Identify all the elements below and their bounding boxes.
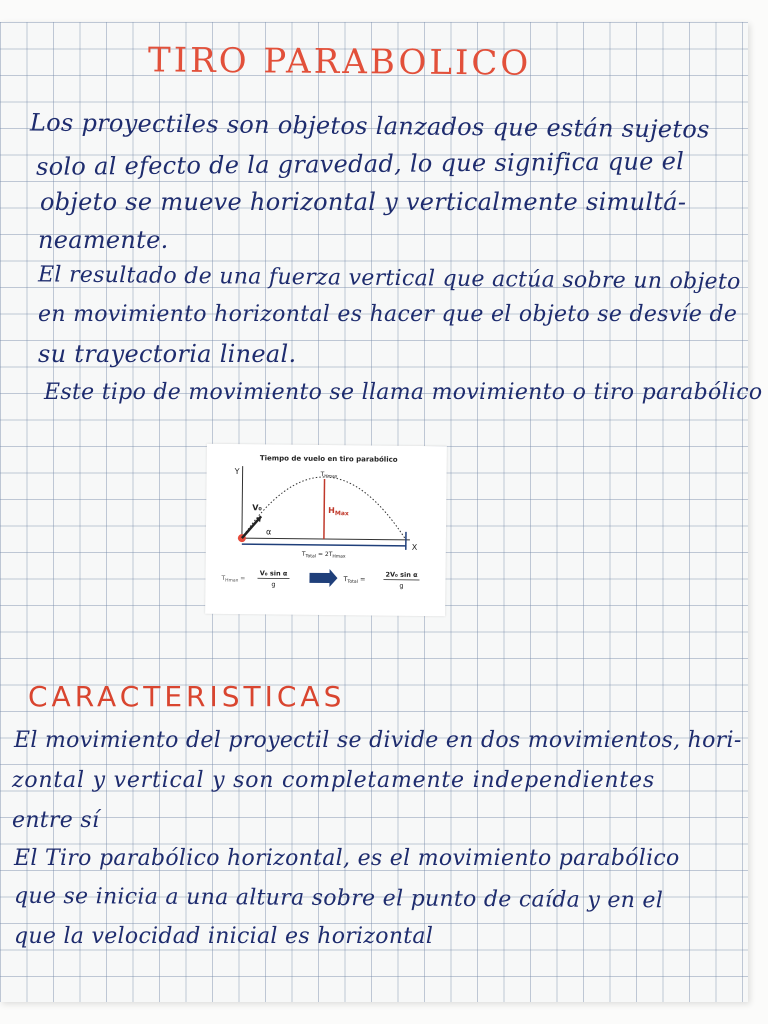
paragraph-line-6: en movimiento horizontal es hacer que el objeto se desvíe de: [38, 302, 738, 327]
section-heading-characteristics: CARACTERISTICAS: [28, 680, 346, 713]
projectile-diagram: [205, 444, 447, 617]
t-total-span: [242, 544, 406, 546]
characteristics-line-1: El movimiento del proyectil se divide en dos movimientos, hori-: [14, 728, 742, 753]
y-axis-label: Y: [234, 467, 240, 477]
paragraph-line-1: Los proyectiles son objetos lanzados que están sujetos: [29, 108, 710, 144]
formula-left-numerator: V₀ sin α: [259, 569, 288, 578]
page-title: TIRO PARABOLICO: [147, 40, 532, 84]
formula-left-lhs: $T_{Hmax}$ =: [221, 574, 246, 584]
x-axis-label: X: [411, 542, 418, 552]
formula-right-numerator: 2V₀ sin α: [385, 570, 418, 579]
characteristics-line-3: entre sí: [12, 808, 100, 833]
paragraph-line-5: El resultado de una fuerza vertical que actúa sobre un objeto: [37, 262, 741, 295]
paragraph-line-8: Este tipo de movimiento se llama movimiento o tiro parabólico: [44, 380, 763, 405]
y-axis-line: [242, 466, 243, 540]
diagram-title: Tiempo de vuelo en tiro parabólico: [259, 454, 398, 464]
characteristics-line-2: zontal y vertical y son completamente independientes: [12, 768, 655, 793]
alpha-label: α: [265, 527, 272, 537]
characteristics-line-4: El Tiro parabólico horizontal, es el movimiento parabólico: [14, 846, 680, 871]
formula-right-denominator: g: [399, 581, 404, 590]
implies-arrow-icon: [309, 569, 337, 587]
paragraph-line-4: neamente.: [38, 226, 169, 254]
t-total-equation: $T_{Total} = 2T_{Hmax}$: [301, 550, 346, 560]
characteristics-line-6: que la velocidad inicial es horizontal: [14, 924, 434, 949]
paragraph-line-2: solo al efecto de la gravedad, lo que significa que el: [35, 147, 685, 181]
v0-label: V₀: [252, 503, 262, 513]
hmax-line: [324, 479, 325, 539]
formula-left-denominator: g: [271, 580, 276, 589]
h-max-label: $H_{Max}$: [328, 506, 349, 518]
paragraph-line-3: objeto se mueve horizontal y verticalmente simultá-: [40, 188, 687, 216]
projectile-diagram-svg: [205, 444, 447, 617]
characteristics-line-5: que se inicia a una altura sobre el punto de caída y en el: [13, 883, 664, 914]
paragraph-line-7: su trayectoria lineal.: [38, 340, 297, 368]
t-hmax-label: $T_{Hmax}$: [320, 470, 338, 480]
formula-right-lhs: $T_{Total}$ =: [343, 575, 366, 585]
